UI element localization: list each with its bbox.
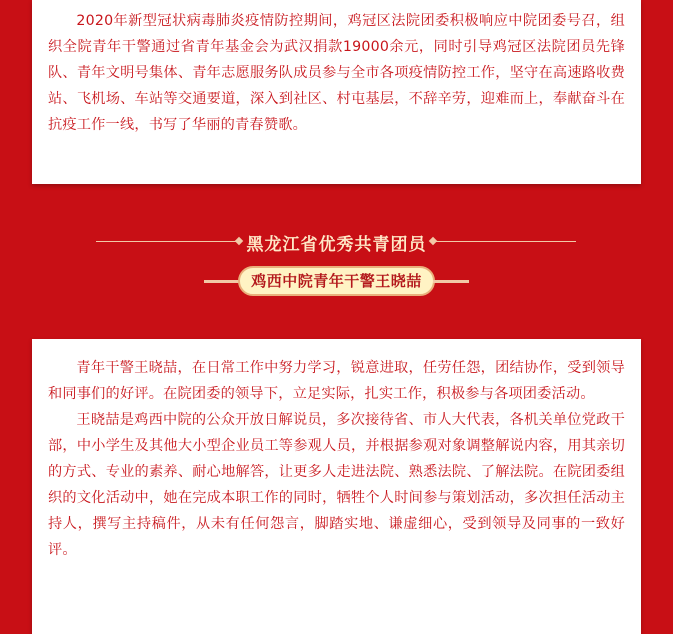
section-title: 黑龙江省优秀共青团员 [246,235,427,255]
banner-wing-left [204,280,240,283]
top-article-paragraph: 2020年新型冠状病毒肺炎疫情防控期间，鸡冠区法院团委积极响应中院团委号召，组织全院青年干警通过省青年基金会为武汉捐款19000余元，同时引导鸡冠区法院团员先锋队、青年文明号集体、青年志愿服务队成员参与全市各项疫情防控工作，坚守在高速路收费站、飞机场、车站等交通要道，深入到社区、村屯基层，不辞辛劳，迎难而上，奉献奋斗在抗疫工作一线，书写了华丽的青春赞歌。 [48,13,625,133]
subtitle-pill: 鸡西中院青年干警王晓喆 [238,266,435,296]
article-paragraph-2: 王晓喆是鸡西中院的公众开放日解说员，多次接待省、市人大代表，各机关单位党政干部，中小学生及其他大小型企业员工等参观人员，并根据参观对象调整解说内容，用其亲切的方式、专业的素养、耐心地解答，让更多人走进法院、熟悉法院、了解法院。在院团委组织的文化活动中，她在完成本职工作的同时，牺牲个人时间参与策划活动，多次担任活动主持人，撰写主持稿件，从未有任何怨言，脚踏实地、谦虚细心，受到领导及同事的一致好评。 [48,412,625,558]
bottom-article-card [32,339,641,634]
subtitle-banner [204,262,469,300]
top-article-card [32,0,641,184]
article-paragraph-1: 青年干警王晓喆，在日常工作中努力学习，锐意进取，任劳任怨，团结协作，受到领导和同事们的好评。在院团委的领导下，立足实际，扎实工作，积极参与各项团委活动。 [48,360,625,402]
banner-wing-right [433,280,469,283]
